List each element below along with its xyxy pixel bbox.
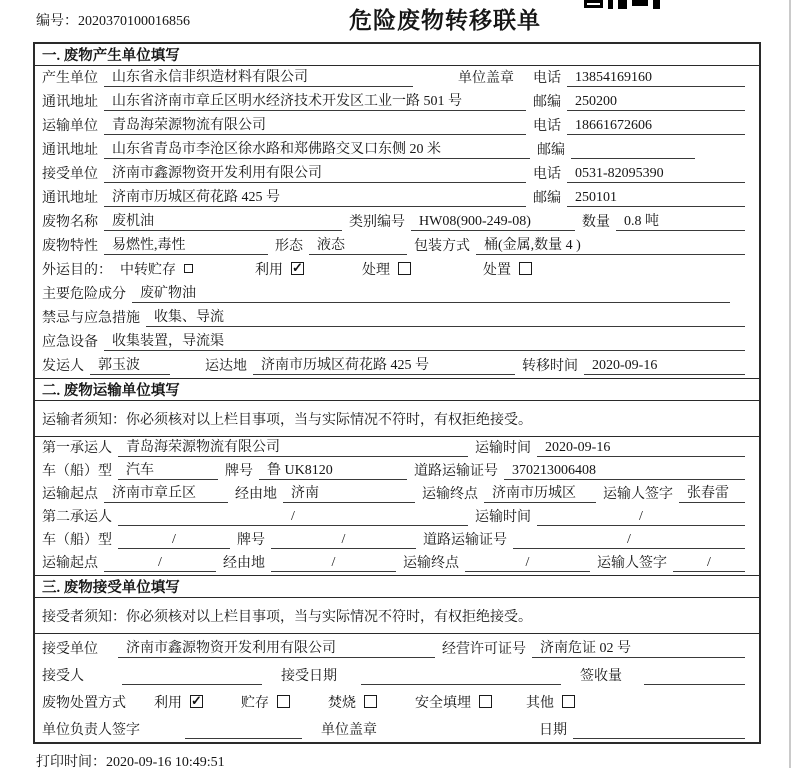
option-utilize [154, 692, 203, 712]
row-producer-address [35, 90, 759, 114]
row-carrier2 [35, 506, 759, 529]
dest-value: 济南市历城区荷花路 425 号 [253, 354, 515, 375]
disposal-label: 废物处置方式 [42, 696, 126, 711]
serial-label: 编号： [36, 14, 78, 29]
form-value: 液态 [309, 234, 407, 255]
accept-date-value [361, 684, 561, 685]
row-taboo [35, 306, 759, 330]
option-transfer-storage [120, 259, 193, 279]
accept-unit-value: 济南市鑫源物资开发利用有限公司 [118, 637, 435, 658]
qr-block-icon [608, 0, 613, 9]
row-hazard [35, 282, 759, 306]
row-waste-name [35, 210, 759, 234]
origin1-value: 济南市章丘区 [104, 482, 228, 503]
row-transporter-address [35, 138, 759, 162]
option-label: 中转贮存 [120, 263, 176, 278]
row-purpose [35, 258, 759, 282]
row-waste-character [35, 234, 759, 258]
section1-header: 一. 废物产生单位填写 [35, 44, 759, 66]
producer-address-value: 山东省济南市章丘区明水经济技术开发区工业一路 501 号 [104, 90, 526, 111]
hazard-value: 废矿物油 [132, 282, 730, 303]
equipment-value: 收集装置，导流渠 [104, 330, 745, 351]
phone-label: 电话 [533, 119, 561, 134]
receiver-phone-value: 0531-82095390 [567, 166, 745, 183]
checkbox-icon [562, 695, 575, 708]
checkbox-icon [479, 695, 492, 708]
seal-label: 单位盖章 [458, 71, 514, 86]
shipper-value: 郭玉波 [90, 354, 170, 375]
vehicle-label: 车（船）型 [42, 464, 112, 479]
hazard-label: 主要危险成分 [42, 287, 126, 302]
option-treat [362, 259, 411, 279]
packing-value: 桶(金属,数量 4 ) [476, 234, 745, 255]
producer-value: 山东省永信非织造材料有限公司 [104, 66, 413, 87]
end2-value: / [465, 555, 590, 572]
seal-label: 单位盖章 [321, 723, 377, 738]
transporter-value: 青岛海荣源物流有限公司 [104, 114, 526, 135]
vehicle-label: 车（船）型 [42, 533, 112, 548]
permit-value: 济南危证 02 号 [532, 637, 745, 658]
time-label: 运输时间 [475, 510, 531, 525]
option-label: 利用 [255, 263, 283, 278]
option-utilize [255, 259, 304, 279]
acceptor-value [122, 684, 262, 685]
amount-value [644, 684, 745, 685]
checkbox-icon [398, 262, 411, 275]
option-landfill [415, 692, 492, 712]
carrier2-label: 第二承运人 [42, 510, 112, 525]
producer-label: 产生单位 [42, 71, 98, 86]
phone-label: 电话 [533, 167, 561, 182]
receiver-label: 接受单位 [42, 167, 98, 182]
end-label: 运输终点 [422, 487, 478, 502]
category-label: 类别编号 [349, 215, 405, 230]
option-store [241, 692, 290, 712]
qr-code-fragment [584, 0, 660, 9]
license1-value: 370213006408 [504, 463, 745, 480]
transporter-notice: 运输者须知：你必须核对以上栏目事项，当与实际情况不符时，有权拒绝接受。 [35, 401, 759, 437]
checkbox-icon [291, 262, 304, 275]
row-accept-unit [35, 634, 759, 661]
category-value: HW08(900-249-08) [411, 214, 575, 231]
section3-header: 三. 废物接受单位填写 [35, 575, 759, 598]
checkbox-icon [519, 262, 532, 275]
address-label: 通讯地址 [42, 95, 98, 110]
accept-date-label: 接受日期 [281, 669, 337, 684]
checkbox-icon [190, 695, 203, 708]
page-title: 危险废物转移联单 [349, 8, 541, 33]
receiver-notice: 接受者须知：你必须核对以上栏目事项，当与实际情况不符时，有权拒绝接受。 [35, 598, 759, 634]
head-sign-label: 单位负责人签字 [42, 723, 140, 738]
receiver-zip-value: 250101 [567, 190, 745, 207]
option-label: 利用 [154, 696, 182, 711]
vehicle1-value: 汽车 [118, 459, 218, 480]
sign-label: 运输人签字 [597, 556, 667, 571]
receiver-address-value: 济南市历城区荷花路 425 号 [104, 186, 526, 207]
phone-label: 电话 [533, 71, 561, 86]
end-label: 运输终点 [403, 556, 459, 571]
address-label: 通讯地址 [42, 191, 98, 206]
form-label: 形态 [275, 239, 303, 254]
transporter-address-value: 山东省青岛市李沧区徐水路和郑佛路交叉口东侧 20 米 [104, 138, 530, 159]
zip-label: 邮编 [533, 191, 561, 206]
checkbox-icon [184, 264, 193, 273]
character-value: 易燃性,毒性 [104, 234, 268, 255]
option-label: 贮存 [241, 696, 269, 711]
row-disposal [35, 688, 759, 715]
transporter-zip-value [571, 158, 695, 159]
sign1-value: 张春雷 [679, 482, 745, 503]
carrier1-time-value: 2020-09-16 [537, 440, 745, 457]
option-incinerate [328, 692, 377, 712]
carrier1-value: 青岛海荣源物流有限公司 [118, 436, 468, 457]
license-label: 道路运输证号 [414, 464, 498, 479]
origin-label: 运输起点 [42, 556, 98, 571]
title-wrap [0, 2, 796, 35]
sign-label: 运输人签字 [603, 487, 673, 502]
origin2-value: / [104, 555, 216, 572]
row-carrier1 [35, 437, 759, 460]
zip-label: 邮编 [533, 95, 561, 110]
checkbox-icon [277, 695, 290, 708]
equipment-label: 应急设备 [42, 335, 98, 350]
address-label: 通讯地址 [42, 143, 98, 158]
row-route2 [35, 552, 759, 575]
qr-block-icon [618, 0, 627, 9]
row-shipper [35, 354, 759, 378]
plate2-value: / [271, 532, 416, 549]
character-label: 废物特性 [42, 239, 98, 254]
waste-name-value: 废机油 [104, 210, 342, 231]
via-label: 经由地 [235, 487, 277, 502]
row-equipment [35, 330, 759, 354]
row-transporter [35, 114, 759, 138]
row-receiver [35, 162, 759, 186]
qr-block-icon [584, 0, 603, 8]
purpose-label: 外运目的： [42, 263, 112, 278]
plate1-value: 鲁 UK8120 [259, 459, 407, 480]
checkbox-icon [364, 695, 377, 708]
option-label: 安全填埋 [415, 696, 471, 711]
shipper-label: 发运人 [42, 359, 84, 374]
taboo-value: 收集、导流 [146, 306, 745, 327]
dest-label: 运达地 [205, 359, 247, 374]
vehicle2-value: / [118, 532, 230, 549]
zip-label: 邮编 [537, 143, 565, 158]
row-vehicle1 [35, 460, 759, 483]
receiver-value: 济南市鑫源物资开发利用有限公司 [104, 162, 526, 183]
waste-name-label: 废物名称 [42, 215, 98, 230]
row-route1 [35, 483, 759, 506]
row-acceptor [35, 661, 759, 688]
producer-zip-value: 250200 [567, 94, 745, 111]
transfer-date-value: 2020-09-16 [584, 358, 745, 375]
accept-unit-label: 接受单位 [42, 642, 98, 657]
via1-value: 济南 [283, 482, 415, 503]
license-label: 道路运输证号 [423, 533, 507, 548]
amount-label: 签收量 [580, 669, 622, 684]
date-label: 日期 [539, 723, 567, 738]
option-label: 焚烧 [328, 696, 356, 711]
producer-phone-value: 13854169160 [567, 70, 745, 87]
option-label: 处置 [483, 263, 511, 278]
transporter-phone-value: 18661672606 [567, 118, 745, 135]
option-other [526, 692, 575, 712]
manifest-form [33, 42, 761, 744]
scan-page-edge [789, 0, 791, 768]
print-time-value: 2020-09-16 10:49:51 [106, 755, 225, 768]
qr-block-icon [632, 0, 648, 6]
serial-value: 2020370100016856 [78, 14, 190, 29]
via-label: 经由地 [223, 556, 265, 571]
sign2-value: / [673, 555, 745, 572]
carrier2-value: / [118, 509, 468, 526]
row-receiver-address [35, 186, 759, 210]
origin-label: 运输起点 [42, 487, 98, 502]
via2-value: / [271, 555, 396, 572]
plate-label: 牌号 [225, 464, 253, 479]
end1-value: 济南市历城区 [484, 482, 596, 503]
qty-value: 0.8 吨 [616, 210, 745, 231]
plate-label: 牌号 [237, 533, 265, 548]
permit-label: 经营许可证号 [442, 642, 526, 657]
time-label: 运输时间 [475, 441, 531, 456]
carrier1-label: 第一承运人 [42, 441, 112, 456]
qty-label: 数量 [582, 215, 610, 230]
option-label: 处理 [362, 263, 390, 278]
option-dispose [483, 259, 532, 279]
row-vehicle2 [35, 529, 759, 552]
taboo-label: 禁忌与应急措施 [42, 311, 140, 326]
head-sign-value [185, 738, 302, 739]
license2-value: / [513, 532, 745, 549]
packing-label: 包装方式 [414, 239, 470, 254]
print-time [36, 751, 225, 768]
transporter-label: 运输单位 [42, 119, 98, 134]
row-head-sign [35, 715, 759, 742]
qr-block-icon [653, 0, 660, 9]
print-time-label: 打印时间： [36, 755, 106, 768]
row-producer [35, 66, 759, 90]
transfer-date-label: 转移时间 [522, 359, 578, 374]
acceptor-label: 接受人 [42, 669, 84, 684]
option-label: 其他 [526, 696, 554, 711]
carrier2-time-value: / [537, 509, 745, 526]
date-value [573, 738, 745, 739]
section2-header: 二. 废物运输单位填写 [35, 378, 759, 401]
